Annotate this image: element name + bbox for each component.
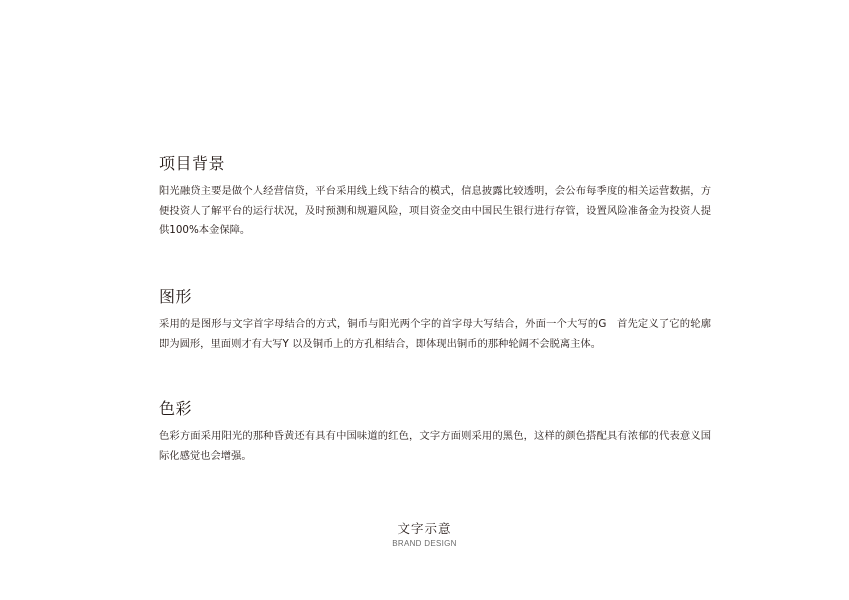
section-paragraph: 色彩方面采用阳光的那种昏黄还有具有中国味道的红色，文字方面则采用的黑色，这样的颜色搭配具有浓郁的代表意义国际化感觉也会增强。	[159, 430, 711, 462]
section-color	[159, 399, 711, 466]
section-paragraph: 阳光融贷主要是做个人经营信贷，平台采用线上线下结合的模式，信息披露比较透明，会公布每季度的相关运营数据，方便投资人了解平台的运行状况，及时预测和规避风险，项目资金交由中国民生银行进行存管，设置风险准备金为投资人提供100%本金保障。	[159, 185, 711, 236]
section-project-background	[159, 154, 711, 241]
footer-subtitle: BRAND DESIGN	[392, 539, 457, 548]
section-graphic	[159, 287, 711, 354]
section-paragraph: 采用的是图形与文字首字母结合的方式，铜币与阳光两个字的首字母大写结合，外面一个大写的G 首先定义了它的轮廓即为圆形，里面则才有大写Y 以及铜币上的方孔相结合，即体现出铜币的那种轮阔不会脱离主体。	[159, 318, 711, 350]
section-heading: 项目背景	[159, 154, 226, 173]
footer-title: 文字示意	[397, 521, 452, 536]
section-heading: 图形	[159, 287, 193, 306]
page-footer	[0, 520, 849, 550]
section-heading: 色彩	[159, 399, 193, 418]
